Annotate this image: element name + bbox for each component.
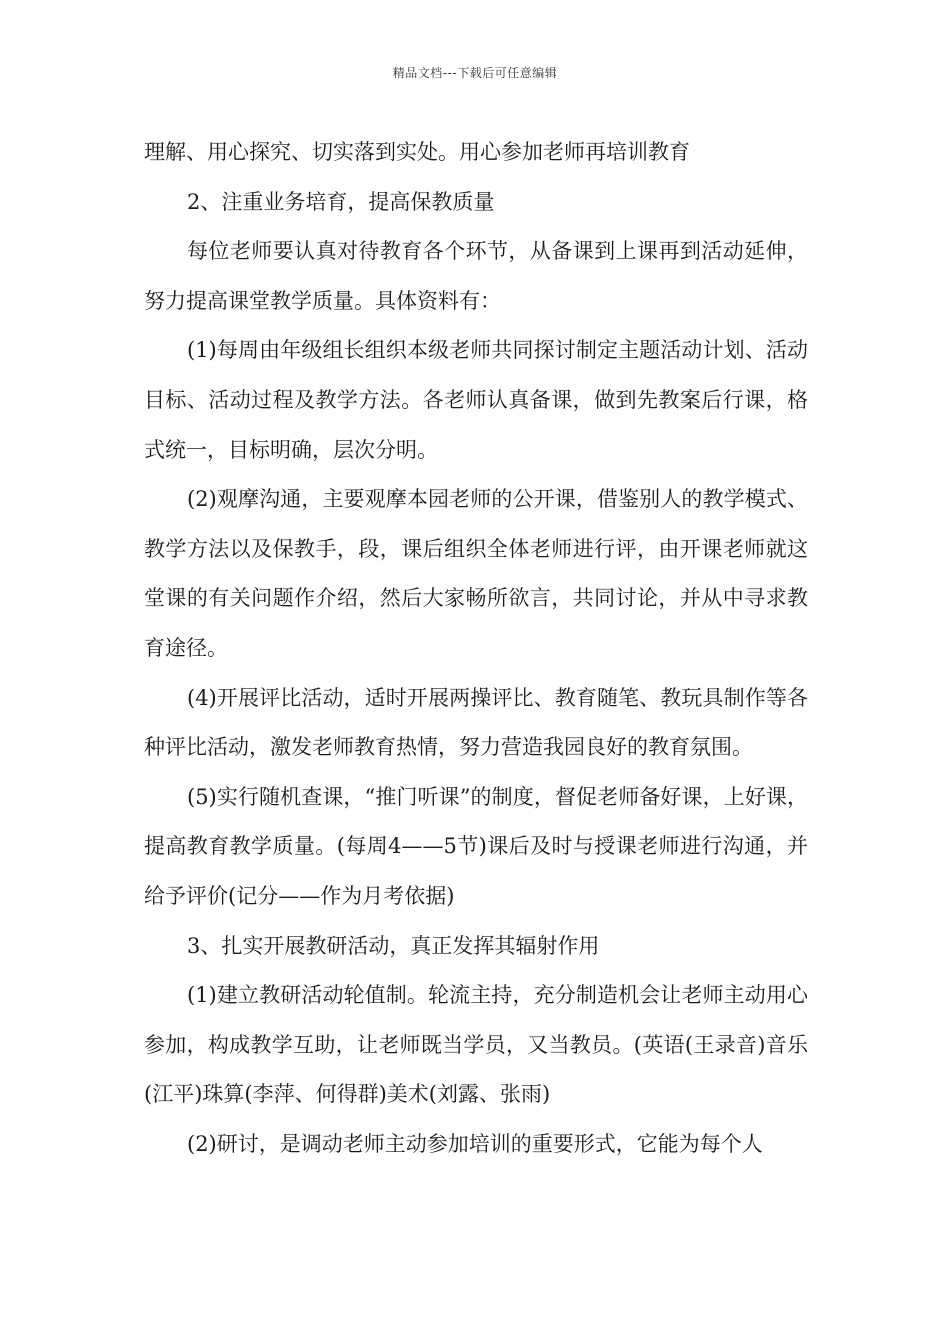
list-item-5: (5)实行随机查课，“推门听课”的制度，督促老师备好课，上好课，提高教育教学质量。(每周4——5节)课后及时与授课老师进行沟通，并给予评价(记分——作为月考依据)	[144, 784, 808, 908]
list-item-1: (1)每周由年级组长组织本级老师共同探讨制定主题活动计划、活动目标、活动过程及教学方法。各老师认真备课，做到先教案后行课，格式统一，目标明确，层次分明。	[144, 338, 808, 462]
section-heading-2: 2、注重业务培育，提高保教质量	[187, 189, 495, 214]
list-item-3-1: (1)建立教研活动轮值制。轮流主持，充分制造机会让老师主动用心参加，构成教学互助，让老师既当学员，又当教员。(英语(王录音)音乐(江平)珠算(李萍、何得群)美术(刘露、张雨)	[144, 983, 808, 1107]
page-header: 精品文档---下载后可任意编辑	[392, 66, 558, 80]
list-item-2: (2)观摩沟通，主要观摩本园老师的公开课，借鉴别人的教学模式、教学方法以及保教手，段，课后组织全体老师进行评，由开课老师就这堂课的有关问题作介绍，然后大家畅所欲言，共同讨论，并从中寻求教育途径。	[144, 487, 808, 660]
list-item-4: (4)开展评比活动，适时开展两操评比、教育随笔、教玩具制作等各种评比活动，激发老师教育热情，努力营造我园良好的教育氛围。	[144, 685, 808, 760]
list-item-3-2: (2)研讨，是调动老师主动参加培训的重要形式，它能为每个人	[187, 1131, 763, 1156]
section-heading-3: 3、扎实开展教研活动，真正发挥其辐射作用	[187, 933, 600, 958]
paragraph-intro: 每位老师要认真对待教育各个环节，从备课到上课再到活动延伸，努力提高课堂教学质量。具体资料有：	[144, 239, 808, 313]
paragraph-continuation: 理解、用心探究、切实落到实处。用心参加老师再培训教育	[144, 140, 690, 164]
document-body	[144, 128, 808, 1169]
